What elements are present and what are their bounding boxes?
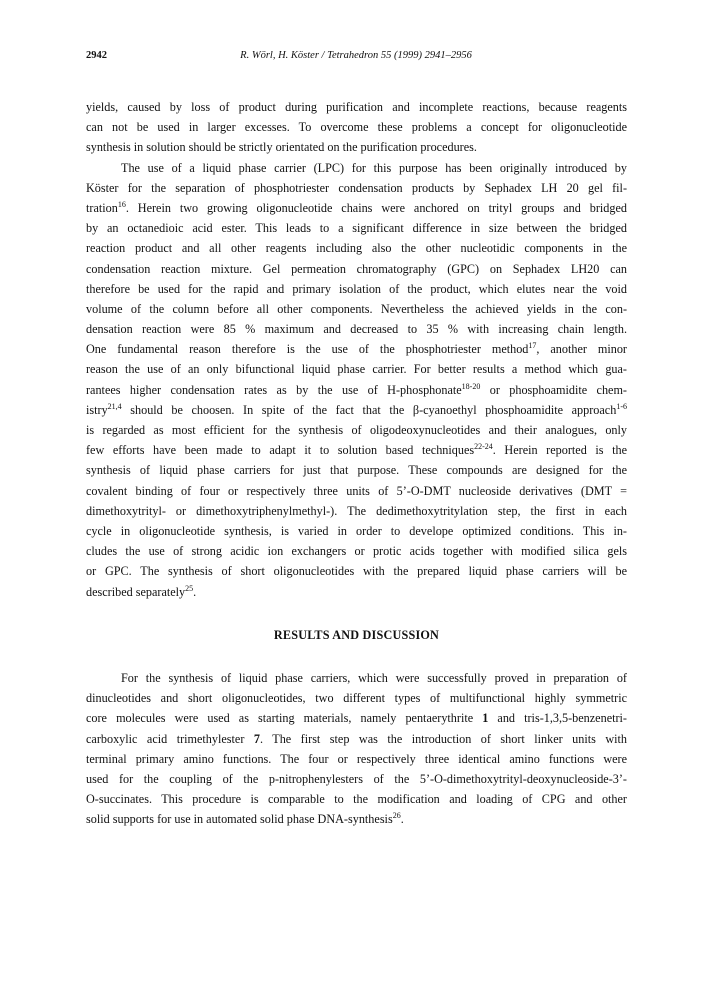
- running-head: R. Wörl, H. Köster / Tetrahedron 55 (1999) 2941–2956: [240, 50, 472, 61]
- page-number: 2942: [86, 50, 107, 61]
- citation-ref: 21,4: [107, 401, 122, 411]
- citation-ref: 22-24: [474, 442, 493, 452]
- text-line: synthesis in solution should be strictly orientated on the purification procedures.: [86, 140, 477, 155]
- body-text-intro: [86, 97, 627, 602]
- section-heading: RESULTS AND DISCUSSION: [273, 628, 440, 642]
- compound-number: 1: [482, 711, 489, 726]
- text-line: [86, 339, 627, 359]
- text-line: [86, 582, 627, 602]
- text-run: or phosphoamidite chem-: [480, 382, 627, 397]
- text-line: or GPC. The synthesis of short oligonucleotides with the prepared liquid phase carriers will be: [86, 564, 627, 579]
- text-line: O-succinates. This procedure is comparable to the modification and loading of CPG and other: [86, 792, 627, 807]
- citation-ref: 17: [528, 341, 537, 351]
- text-run: solid supports for use in automated solid phase DNA-synthesis: [86, 812, 393, 827]
- text-run: . The first step was the introduction of short linker units with: [259, 731, 628, 746]
- text-run: .: [193, 584, 197, 599]
- text-line: [86, 809, 627, 829]
- text-line: covalent binding of four or respectively three units of 5’-O-DMT nucleoside derivatives (DMT =: [86, 483, 627, 498]
- text-line: yields, caused by loss of product during purification and incomplete reactions, because reagents: [86, 100, 627, 114]
- citation-ref: 26: [392, 811, 401, 821]
- text-line: densation reaction were 85 % maximum and decreased to 35 % with increasing chain length.: [86, 322, 627, 337]
- text-line: condensation reaction mixture. Gel permeation chromatography (GPC) on Sephadex LH20 can: [86, 261, 627, 276]
- body-text-results: [86, 668, 627, 830]
- text-run: .: [400, 812, 404, 827]
- text-line: dimethoxytrityl- or dimethoxytriphenylmethyl-). The dedimethoxytritylation step, the first in each: [86, 503, 627, 518]
- text-line: [86, 708, 627, 728]
- text-run: core molecules were used as starting materials, namely pentaerythrite: [86, 711, 483, 726]
- text-line: synthesis of liquid phase carriers for just that purpose. These compounds are designed for the: [86, 463, 627, 478]
- text-run: istry: [86, 402, 108, 417]
- text-run: rantees higher condensation rates as by the use of H-phosphonate: [86, 382, 462, 397]
- compound-number: 7: [253, 731, 260, 746]
- text-run: few efforts have been made to adapt it to solution based techniques: [86, 443, 475, 458]
- text-line: [86, 729, 627, 749]
- text-line: [86, 380, 627, 400]
- text-line: Köster for the separation of phosphotriester condensation products by Sephadex LH 20 gel fil-: [86, 180, 627, 195]
- text-line: The use of a liquid phase carrier (LPC) for this purpose has been originally introduced by: [121, 160, 627, 175]
- text-line: terminal primary amino functions. The four or respectively three identical amino functions were: [86, 751, 627, 766]
- text-run: carboxylic acid trimethylester: [86, 731, 254, 746]
- text-line: used for the coupling of the p-nitrophenylesters of the 5’-O-dimethoxytrityl-deoxynucleoside-3’-: [86, 771, 627, 786]
- text-line: [86, 198, 627, 218]
- text-run: described separately: [86, 584, 186, 599]
- text-line: cycle in oligonucleotide synthesis, is varied in order to develope optimized conditions. This in-: [86, 523, 627, 538]
- text-line: cludes the use of strong acidic ion exchangers or protic acids together with modified silica gels: [86, 544, 627, 559]
- citation-ref: 1-6: [616, 401, 627, 411]
- text-line: volume of the column before all other components. Nevertheless the achieved yields in the con-: [86, 301, 627, 316]
- text-run: and tris-1,3,5-benzenetri-: [488, 711, 627, 726]
- text-run: should be choosen. In spite of the fact that the β-cyanoethyl phosphoamidite approach: [121, 402, 617, 417]
- text-line: For the synthesis of liquid phase carriers, which were successfully proved in preparation of: [121, 671, 627, 685]
- text-run: tration: [86, 200, 118, 215]
- text-run: . Herein two growing oligonucleotide chains were anchored on trityl groups and bridged: [125, 200, 627, 215]
- citation-ref: 16: [117, 199, 126, 209]
- text-line: by an octanedioic acid ester. This leads to a significant difference in size between the bridged: [86, 221, 627, 236]
- citation-ref: 25: [185, 583, 194, 593]
- text-line: is regarded as most efficient for the synthesis of oligodeoxynucleotides and their analogues, only: [86, 423, 627, 437]
- text-run: , another minor: [536, 342, 627, 357]
- page-header: [86, 49, 626, 63]
- text-line: [86, 400, 627, 420]
- text-line: [86, 440, 627, 460]
- citation-ref: 18-20: [461, 381, 481, 391]
- text-line: can not be used in larger excesses. To overcome these problems a concept for oligonucleotide: [86, 120, 627, 135]
- text-line: therefore be used for the rapid and primary isolation of the product, which elutes near the void: [86, 281, 627, 296]
- text-run: One fundamental reason therefore is the use of the phosphotriester method: [86, 342, 529, 357]
- text-line: reaction product and all other reagents including also the other nucleotidic components in the: [86, 241, 627, 256]
- text-line: dinucleotides and short oligonucleotides, two different types of multifunctional highly symmetric: [86, 691, 627, 706]
- text-line: reason the use of an only bifunctional liquid phase carrier. For better results a method which gua-: [86, 362, 627, 377]
- text-run: . Herein reported is the: [492, 443, 627, 458]
